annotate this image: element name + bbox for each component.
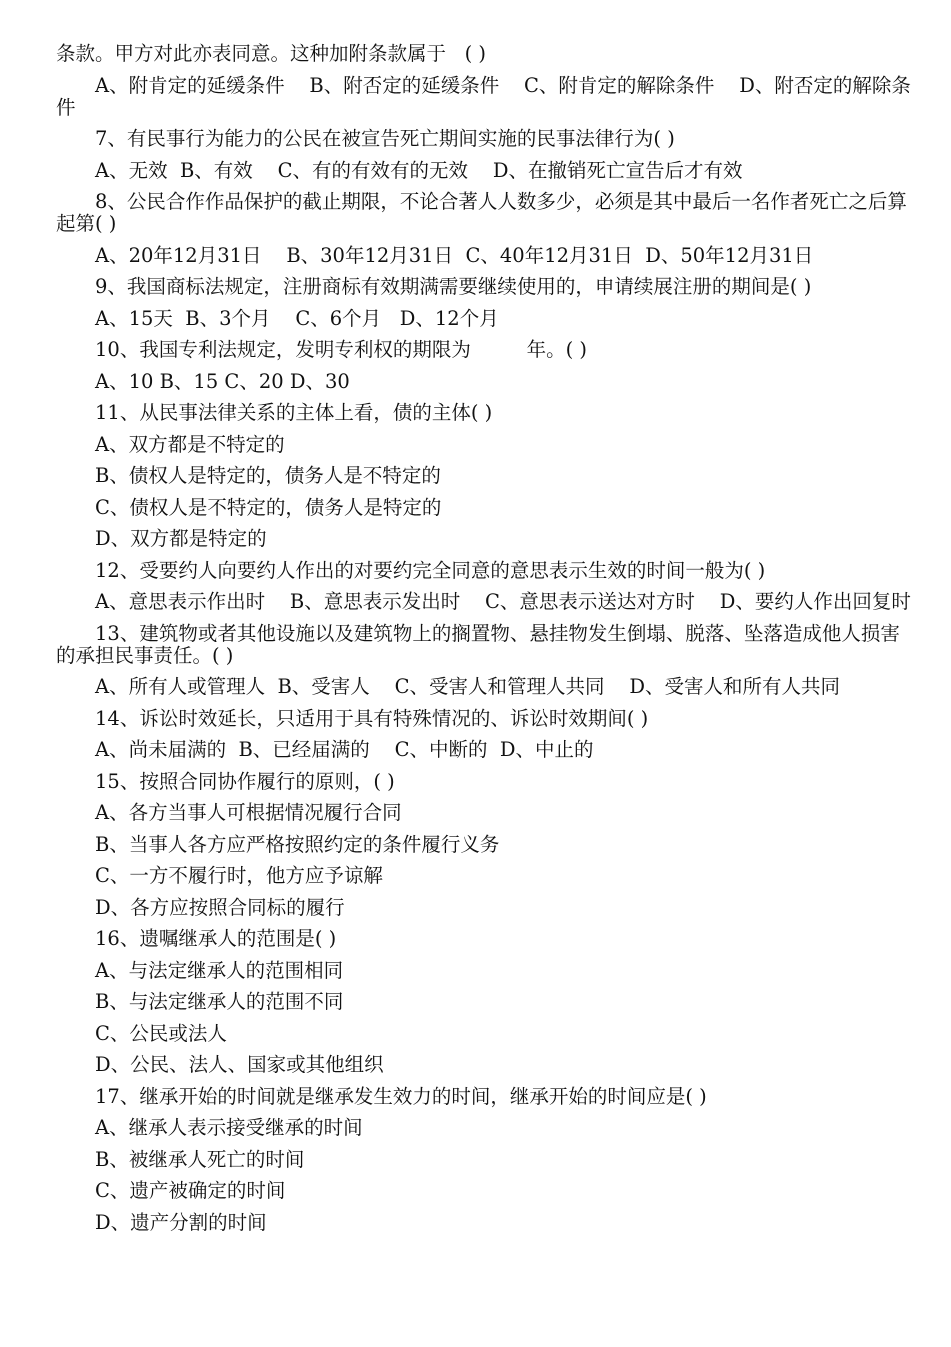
text-line: A、20年12月31日 B、30年12月31日 C、40年12月31日 D、50年12月31日 xyxy=(95,243,814,267)
text-line: 10、我国专利法规定，发明专利权的期限为 年。( ) xyxy=(95,338,588,361)
text-line: C、一方不履行时，他方应予谅解 xyxy=(95,864,383,887)
text-line: A、15天 B、3个月 C、6个月 D、12个月 xyxy=(95,306,499,330)
text-line: 8、公民合作作品保护的截止期限，不论合著人人数多少，必须是其中最后一名作者死亡之后算起第( ) xyxy=(56,190,907,235)
text-line: A、10 B、15 C、20 D、30 xyxy=(95,369,350,393)
text-line: B、当事人各方应严格按照约定的条件履行义务 xyxy=(95,832,500,856)
text-line: C、遗产被确定的时间 xyxy=(95,1179,286,1202)
text-line: 11、从民事法律关系的主体上看，债的主体( ) xyxy=(95,401,493,424)
text-line: A、附肯定的延缓条件 B、附否定的延缓条件 C、附肯定的解除条件 D、附否定的解除条件 xyxy=(56,73,911,119)
text-line: D、遗产分割的时间 xyxy=(95,1210,267,1234)
text-line: A、双方都是不特定的 xyxy=(95,432,285,456)
text-line: A、各方当事人可根据情况履行合同 xyxy=(95,801,402,824)
text-line: D、双方都是特定的 xyxy=(95,527,267,550)
text-line: 13、建筑物或者其他设施以及建筑物上的搁置物、悬挂物发生倒塌、脱落、坠落造成他人损害的承担民事责任。( ) xyxy=(56,621,900,667)
text-line: 16、遗嘱继承人的范围是( ) xyxy=(95,927,337,950)
text-line: B、债权人是特定的，债务人是不特定的 xyxy=(95,464,441,487)
text-line: C、债权人是不特定的，债务人是特定的 xyxy=(95,495,442,519)
text-line: B、与法定继承人的范围不同 xyxy=(95,990,344,1013)
text-line: 14、诉讼时效延长，只适用于具有特殊情况的、诉讼时效期间( ) xyxy=(95,706,649,730)
text-line: 条款。甲方对此亦表同意。这种加附条款属于 ( ) xyxy=(56,42,487,65)
text-line: A、尚未届满的 B、已经届满的 C、中断的 D、中止的 xyxy=(95,738,594,761)
text-line: A、意思表示作出时 B、意思表示发出时 C、意思表示送达对方时 D、要约人作出回复时 xyxy=(95,590,911,613)
text-line: 7、有民事行为能力的公民在被宣告死亡期间实施的民事法律行为( ) xyxy=(95,127,675,150)
text-line: 15、按照合同协作履行的原则，( ) xyxy=(95,769,395,793)
text-line: 17、继承开始的时间就是继承发生效力的时间，继承开始的时间应是( ) xyxy=(95,1084,707,1108)
text-line: A、与法定继承人的范围相同 xyxy=(95,958,344,982)
text-line: C、公民或法人 xyxy=(95,1021,227,1045)
text-line: D、公民、法人、国家或其他组织 xyxy=(95,1053,384,1076)
text-line: D、各方应按照合同标的履行 xyxy=(95,895,345,919)
text-line: 12、受要约人向要约人作出的对要约完全同意的意思表示生效的时间一般为( ) xyxy=(95,558,766,582)
text-line: 9、我国商标法规定，注册商标有效期满需要继续使用的，申请续展注册的期间是( ) xyxy=(95,275,812,298)
text-line: B、被继承人死亡的时间 xyxy=(95,1147,305,1171)
text-line: A、无效 B、有效 C、有的有效有的无效 D、在撤销死亡宣告后才有效 xyxy=(95,158,743,182)
text-line: A、继承人表示接受继承的时间 xyxy=(95,1116,363,1139)
text-line: A、所有人或管理人 B、受害人 C、受害人和管理人共同 D、受害人和所有人共同 xyxy=(95,675,840,698)
